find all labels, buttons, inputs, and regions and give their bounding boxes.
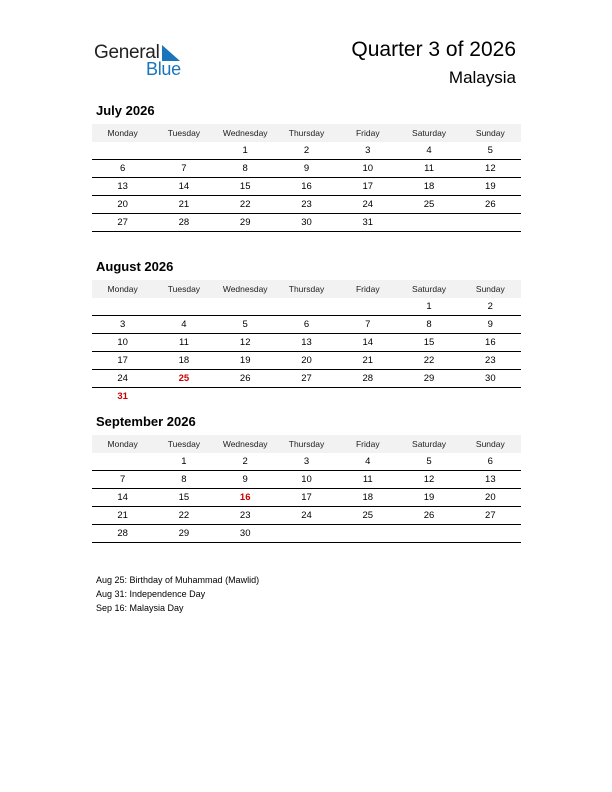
month-july bbox=[92, 102, 521, 232]
day-cell bbox=[276, 525, 337, 542]
day-cell: 12 bbox=[485, 163, 496, 174]
weekday-label: Thursday bbox=[288, 128, 325, 138]
weekday-header-row bbox=[92, 280, 521, 298]
day-cell: 11 bbox=[178, 337, 189, 348]
day-cell: 28 bbox=[117, 528, 128, 539]
day-cell: 23 bbox=[239, 510, 251, 521]
day-cell: 4 bbox=[365, 456, 371, 467]
week-row bbox=[92, 298, 521, 316]
week-row bbox=[92, 316, 521, 334]
day-cell: 24 bbox=[362, 199, 374, 210]
day-cell: 27 bbox=[485, 510, 496, 521]
day-cell: 3 bbox=[365, 145, 371, 156]
day-cell: 12 bbox=[239, 337, 251, 348]
weekday-label: Wednesday bbox=[222, 128, 268, 138]
weekday-label: Tuesday bbox=[167, 439, 201, 449]
weekday-label: Saturday bbox=[412, 284, 447, 294]
day-cell: 15 bbox=[423, 337, 435, 348]
weekday-label: Tuesday bbox=[167, 128, 201, 138]
weekday-label: Sunday bbox=[475, 128, 505, 138]
day-cell: 4 bbox=[426, 145, 432, 156]
day-cell: 31 bbox=[362, 217, 374, 228]
day-cell: 28 bbox=[178, 217, 190, 228]
weekday-label: Tuesday bbox=[167, 284, 201, 294]
month-september bbox=[92, 413, 521, 543]
logo-general-text: General bbox=[94, 42, 160, 63]
week-row bbox=[92, 489, 521, 507]
day-cell: 18 bbox=[178, 355, 190, 366]
week-row bbox=[92, 178, 521, 196]
day-cell: 12 bbox=[423, 474, 435, 485]
day-cell: 22 bbox=[178, 510, 190, 521]
weekday-label: Wednesday bbox=[222, 284, 268, 294]
weekday-header-row bbox=[92, 124, 521, 142]
day-cell: 22 bbox=[423, 355, 435, 366]
day-cell bbox=[153, 142, 214, 159]
day-cell: 1 bbox=[242, 145, 248, 156]
day-cell: 25 bbox=[423, 199, 435, 210]
day-cell: 6 bbox=[303, 319, 310, 330]
day-cell: 21 bbox=[178, 199, 190, 210]
day-cell: 11 bbox=[424, 163, 434, 174]
country-name: Malaysia bbox=[448, 68, 516, 87]
day-cell bbox=[398, 388, 459, 405]
day-cell: 7 bbox=[365, 319, 371, 330]
day-cell: 19 bbox=[423, 492, 435, 503]
day-cell bbox=[92, 453, 153, 470]
day-cell: 29 bbox=[178, 528, 190, 539]
week-row bbox=[92, 507, 521, 525]
day-cell: 16 bbox=[485, 337, 496, 348]
weekday-label: Saturday bbox=[412, 128, 447, 138]
day-cell: 8 bbox=[242, 163, 248, 174]
day-cell: 30 bbox=[301, 217, 312, 228]
day-cell: 29 bbox=[239, 217, 251, 228]
day-cell: 11 bbox=[362, 474, 373, 485]
weekday-label: Friday bbox=[355, 128, 380, 138]
day-cell bbox=[460, 525, 521, 542]
day-cell: 30 bbox=[239, 528, 251, 539]
day-cell: 18 bbox=[423, 181, 435, 192]
week-row bbox=[92, 352, 521, 370]
week-row bbox=[92, 525, 521, 543]
day-cell: 18 bbox=[362, 492, 374, 503]
weekday-label: Monday bbox=[107, 128, 138, 138]
day-cell bbox=[276, 388, 337, 405]
day-cell bbox=[215, 298, 276, 315]
week-row bbox=[92, 471, 521, 489]
day-cell: 24 bbox=[117, 373, 128, 384]
day-cell: 15 bbox=[178, 492, 190, 503]
day-cell: 4 bbox=[181, 319, 187, 330]
day-cell: 13 bbox=[301, 337, 312, 348]
day-cell: 3 bbox=[119, 319, 126, 330]
day-cell: 14 bbox=[362, 337, 374, 348]
day-cell: 25 bbox=[362, 510, 374, 521]
day-cell: 28 bbox=[362, 373, 374, 384]
holiday-notes bbox=[96, 573, 259, 615]
week-row bbox=[92, 388, 521, 405]
day-cell: 21 bbox=[117, 510, 128, 521]
day-cell bbox=[337, 388, 398, 405]
day-cell: 9 bbox=[303, 163, 310, 174]
day-cell bbox=[153, 388, 214, 405]
day-cell bbox=[337, 525, 398, 542]
weekday-label: Sunday bbox=[475, 284, 505, 294]
week-row bbox=[92, 214, 521, 232]
day-cell bbox=[215, 388, 276, 405]
day-cell: 2 bbox=[487, 301, 493, 312]
day-cell: 23 bbox=[301, 199, 312, 210]
day-cell: 10 bbox=[301, 474, 312, 485]
day-cell: 15 bbox=[239, 181, 251, 192]
weekday-header-row bbox=[92, 435, 521, 453]
day-cell: 21 bbox=[362, 355, 374, 366]
day-cell: 2 bbox=[242, 456, 248, 467]
day-cell: 29 bbox=[423, 373, 435, 384]
month-title: July 2026 bbox=[96, 103, 155, 118]
month-august bbox=[92, 258, 521, 405]
day-cell: 19 bbox=[239, 355, 251, 366]
holiday-note: Aug 31: Independence Day bbox=[96, 589, 206, 599]
day-cell: 20 bbox=[301, 355, 312, 366]
day-cell: 26 bbox=[423, 510, 435, 521]
day-cell: 16 bbox=[239, 492, 251, 503]
week-row bbox=[92, 334, 521, 352]
month-title: August 2026 bbox=[96, 259, 174, 274]
day-cell: 1 bbox=[426, 301, 432, 312]
weekday-label: Saturday bbox=[412, 439, 447, 449]
day-cell: 7 bbox=[181, 163, 187, 174]
day-cell bbox=[398, 525, 459, 542]
week-row bbox=[92, 142, 521, 160]
day-cell: 1 bbox=[181, 456, 187, 467]
day-cell: 10 bbox=[117, 337, 128, 348]
day-cell: 25 bbox=[178, 373, 190, 384]
weekday-label: Friday bbox=[355, 284, 380, 294]
weekday-label: Thursday bbox=[288, 439, 325, 449]
day-cell: 23 bbox=[485, 355, 496, 366]
day-cell: 7 bbox=[119, 474, 126, 485]
day-cell: 26 bbox=[485, 199, 496, 210]
day-cell bbox=[92, 142, 153, 159]
day-cell: 27 bbox=[117, 217, 128, 228]
day-cell: 31 bbox=[117, 391, 128, 402]
day-cell bbox=[337, 298, 398, 315]
day-cell: 3 bbox=[303, 456, 310, 467]
day-cell: 9 bbox=[487, 319, 493, 330]
day-cell bbox=[276, 298, 337, 315]
day-cell: 14 bbox=[178, 181, 190, 192]
generalblue-logo bbox=[94, 40, 194, 80]
day-cell: 2 bbox=[303, 145, 310, 156]
day-cell: 8 bbox=[426, 319, 432, 330]
day-cell: 5 bbox=[426, 456, 432, 467]
day-cell bbox=[92, 298, 153, 315]
day-cell: 17 bbox=[117, 355, 128, 366]
weekday-label: Monday bbox=[107, 284, 138, 294]
day-cell: 8 bbox=[181, 474, 187, 485]
weekday-label: Monday bbox=[107, 439, 138, 449]
week-row bbox=[92, 370, 521, 388]
page-title: Quarter 3 of 2026 bbox=[351, 38, 516, 61]
day-cell bbox=[398, 214, 459, 231]
day-cell bbox=[460, 388, 521, 405]
weekday-label: Wednesday bbox=[222, 439, 268, 449]
day-cell: 6 bbox=[487, 456, 493, 467]
day-cell: 9 bbox=[242, 474, 248, 485]
weekday-label: Sunday bbox=[475, 439, 505, 449]
week-row bbox=[92, 196, 521, 214]
weekday-label: Friday bbox=[355, 439, 380, 449]
day-cell: 19 bbox=[485, 181, 496, 192]
day-cell: 27 bbox=[301, 373, 312, 384]
day-cell: 13 bbox=[117, 181, 128, 192]
week-row bbox=[92, 453, 521, 471]
day-cell: 14 bbox=[117, 492, 128, 503]
day-cell: 24 bbox=[301, 510, 312, 521]
day-cell bbox=[153, 298, 214, 315]
day-cell: 16 bbox=[301, 181, 312, 192]
day-cell: 20 bbox=[485, 492, 496, 503]
day-cell: 20 bbox=[117, 199, 128, 210]
day-cell: 5 bbox=[242, 319, 248, 330]
holiday-note: Sep 16: Malaysia Day bbox=[96, 603, 184, 613]
day-cell: 17 bbox=[301, 492, 312, 503]
day-cell: 5 bbox=[487, 145, 493, 156]
day-cell bbox=[460, 214, 521, 231]
weekday-label: Thursday bbox=[288, 284, 325, 294]
day-cell: 22 bbox=[239, 199, 251, 210]
day-cell: 26 bbox=[239, 373, 251, 384]
holiday-note: Aug 25: Birthday of Muhammad (Mawlid) bbox=[96, 575, 260, 585]
day-cell: 10 bbox=[362, 163, 374, 174]
logo-blue-text: Blue bbox=[146, 59, 181, 79]
week-row bbox=[92, 160, 521, 178]
day-cell: 6 bbox=[119, 163, 126, 174]
day-cell: 13 bbox=[485, 474, 496, 485]
day-cell: 17 bbox=[362, 181, 374, 192]
day-cell: 30 bbox=[485, 373, 496, 384]
month-title: September 2026 bbox=[96, 414, 196, 429]
